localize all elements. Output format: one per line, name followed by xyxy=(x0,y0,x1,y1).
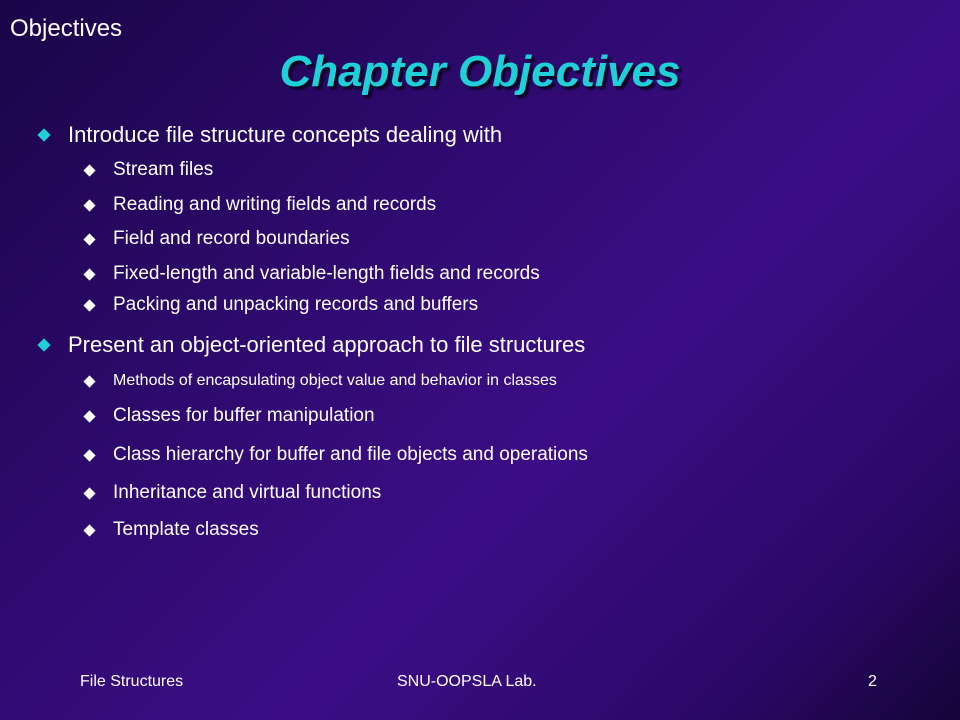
bullet-icon xyxy=(83,449,95,461)
list-item-text: Fixed-length and variable-length fields and records xyxy=(113,263,540,284)
bullet-icon xyxy=(83,410,95,422)
list-item-text: Inheritance and virtual functions xyxy=(113,482,382,503)
bullet-icon xyxy=(83,487,95,499)
bullet-icon xyxy=(37,128,50,141)
list-item xyxy=(84,263,540,285)
corner-label: Objectives xyxy=(10,15,123,42)
footer-left: File Structures xyxy=(80,673,184,690)
bullet-icon xyxy=(37,338,50,351)
list-item-text: Template classes xyxy=(113,519,259,540)
list-item-text: Stream files xyxy=(113,159,214,180)
list-item-text: Class hierarchy for buffer and file objects and operations xyxy=(113,444,588,465)
section-heading xyxy=(38,332,585,358)
list-item-text: Reading and writing fields and records xyxy=(113,194,437,215)
list-item xyxy=(84,294,478,316)
bullet-icon xyxy=(83,164,95,176)
section-heading xyxy=(38,122,502,148)
list-item xyxy=(84,405,375,427)
section-heading-text: Introduce file structure concepts dealing with xyxy=(68,122,503,147)
section-heading-text: Present an object-oriented approach to file structures xyxy=(68,332,586,357)
page-number: 2 xyxy=(868,673,877,690)
slide-title: Chapter Objectives xyxy=(279,47,681,96)
bullet-icon xyxy=(83,299,95,311)
list-item-text: Packing and unpacking records and buffers xyxy=(113,294,479,315)
list-item xyxy=(84,519,259,541)
bullet-icon xyxy=(83,524,95,536)
list-item-text: Methods of encapsulating object value and behavior in classes xyxy=(113,372,557,389)
bullet-icon xyxy=(83,268,95,280)
list-item-text: Field and record boundaries xyxy=(113,228,350,249)
footer-center: SNU-OOPSLA Lab. xyxy=(397,673,537,690)
list-item xyxy=(84,482,381,504)
bullet-icon xyxy=(83,375,95,387)
list-item xyxy=(84,194,436,216)
list-item xyxy=(84,228,350,250)
bullet-icon xyxy=(83,199,95,211)
list-item xyxy=(84,159,213,181)
bullet-icon xyxy=(83,233,95,245)
list-item xyxy=(84,444,588,466)
list-item xyxy=(84,372,557,390)
list-item-text: Classes for buffer manipulation xyxy=(113,405,375,426)
